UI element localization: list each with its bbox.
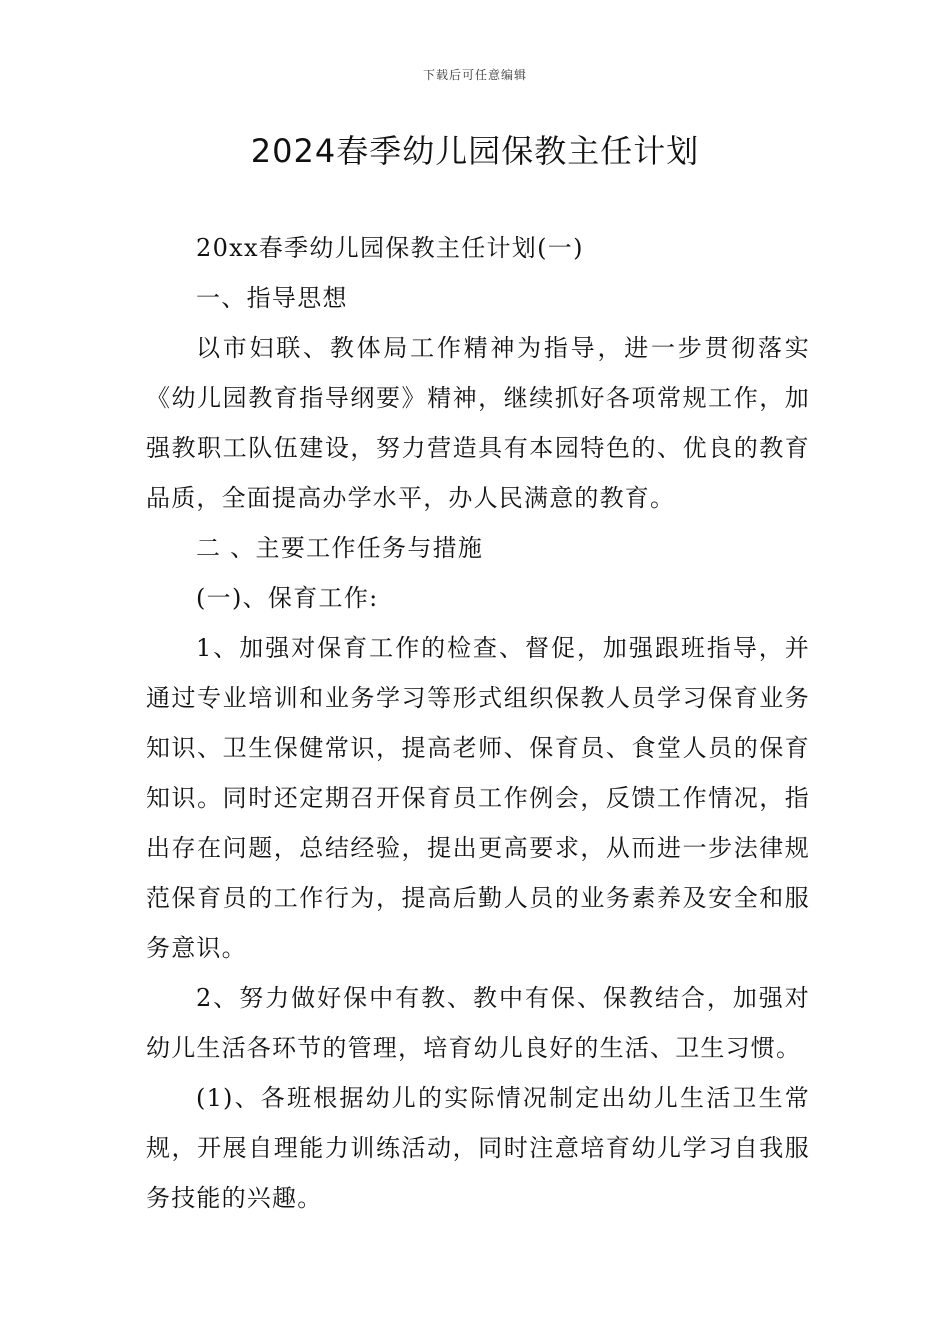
document-body xyxy=(146,223,810,1223)
document-title: 2024春季幼儿园保教主任计划 xyxy=(250,132,700,170)
paragraph-item-2-1: (1)、各班根据幼儿的实际情况制定出幼儿生活卫生常规，开展自理能力训练活动，同时注意培育幼儿学习自我服务技能的兴趣。 xyxy=(146,1084,810,1212)
paragraph-item-2: 2、努力做好保中有教、教中有保、保教结合，加强对幼儿生活各环节的管理，培育幼儿良好的生活、卫生习惯。 xyxy=(146,984,810,1062)
section-heading-guiding-thought: 一、指导思想 xyxy=(196,284,348,312)
subsection-heading-care-work: (一)、保育工作: xyxy=(196,584,379,612)
section-heading-main-tasks: 二 、主要工作任务与措施 xyxy=(196,534,484,562)
header-note: 下载后可任意编辑 xyxy=(422,68,527,82)
paragraph-item-1: 1、加强对保育工作的检查、督促，加强跟班指导，并通过专业培训和业务学习等形式组织保教人员学习保育业务知识、卫生保健常识，提高老师、保育员、食堂人员的保育知识。同时还定期召开保育员工作例会，反馈工作情况，指出存在问题，总结经验，提出更高要求，从而进一步法律规范保育员的工作行为，提高后勤人员的业务素养及安全和服务意识。 xyxy=(146,634,810,962)
plan-subtitle: 20xx春季幼儿园保教主任计划(一) xyxy=(196,234,584,262)
paragraph-guiding-thought: 以市妇联、教体局工作精神为指导，进一步贯彻落实《幼儿园教育指导纲要》精神，继续抓好各项常规工作，加强教职工队伍建设，努力营造具有本园特色的、优良的教育品质，全面提高办学水平，办人民满意的教育。 xyxy=(146,334,810,512)
